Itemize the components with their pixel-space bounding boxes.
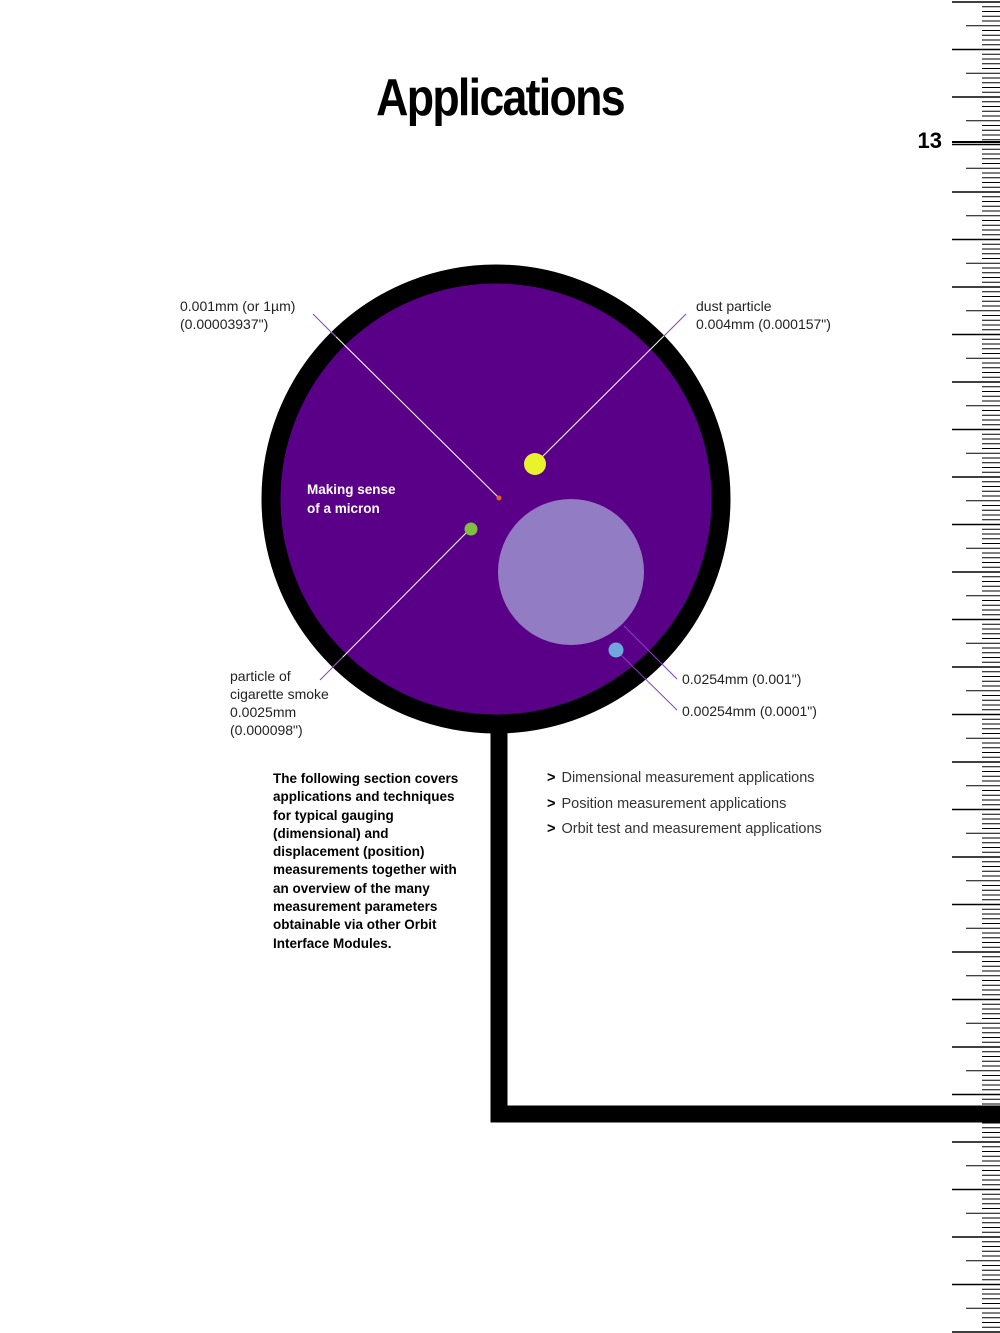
micron-dot [497, 496, 502, 501]
micron-label [180, 297, 295, 333]
tenth-thou-label: 0.00254mm (0.0001") [682, 703, 817, 719]
smoke-label [230, 667, 329, 739]
micron-label-line1: 0.001mm (or 1µm) [180, 298, 296, 314]
list-item[interactable] [547, 795, 822, 821]
ruler-scale [952, 2, 1000, 1332]
ring-label: human hair 0.0762mm (0.003") [701, 375, 748, 574]
smoke-particle-dot [465, 523, 478, 536]
micron-label-line2: (0.00003937") [180, 316, 269, 332]
circle-caption-line2: of a micron [307, 501, 380, 516]
circle-caption [307, 480, 396, 518]
arrow-marker: > [547, 770, 556, 786]
list-item-label: Position measurement applications [561, 795, 787, 812]
thou-label: 0.0254mm (0.001") [682, 671, 802, 687]
smoke-label-line2: cigarette smoke [230, 686, 329, 702]
smoke-label-line4: (0.000098") [230, 722, 303, 738]
arrow-marker: > [547, 795, 556, 812]
page-title: Applications [376, 69, 624, 127]
list-item-label: Dimensional measurement applications [561, 770, 815, 786]
dust-label-line2: 0.004mm (0.000157") [696, 316, 831, 332]
list-item-label: Orbit test and measurement applications [561, 821, 822, 837]
dust-label [696, 297, 831, 333]
dust-particle-dot [524, 453, 546, 475]
thou-circle [498, 499, 644, 645]
dust-label-line1: dust particle [696, 298, 772, 314]
applications-list [547, 769, 822, 846]
page-number: 13 [917, 128, 942, 153]
smoke-label-line3: 0.0025mm [230, 704, 297, 720]
tenth-thou-dot [609, 643, 624, 658]
circle-caption-line1: Making sense [307, 482, 396, 497]
list-item[interactable] [547, 820, 822, 846]
smoke-label-line1: particle of [230, 668, 291, 684]
list-item[interactable] [547, 769, 822, 795]
intro-paragraph: The following section covers applications and techniques for typical gauging (dimensional) and displacement (position) measurements together with an overview of the many measurement parameters obtainable via other Orbit Interface Modules. [273, 771, 459, 951]
dust-leader-outside [664, 314, 686, 336]
arrow-marker: > [547, 821, 556, 837]
micron-leader-outside [313, 314, 336, 337]
